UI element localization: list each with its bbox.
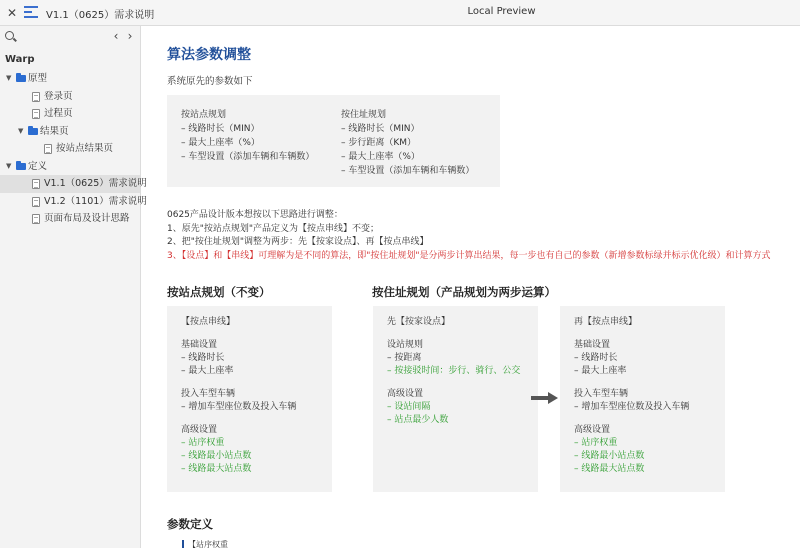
card-line: – 最大上座率: [181, 366, 234, 376]
card-line-new-param: – 线路最大站点数: [181, 464, 252, 474]
caret-down-icon[interactable]: ▼: [18, 126, 24, 135]
sidebar-item-label: 按站点结果页: [56, 143, 114, 154]
close-icon[interactable]: ✕: [6, 6, 18, 20]
card-line-new-param: – 站序权重: [181, 438, 225, 448]
card-line: 基础设置: [574, 340, 611, 350]
card-spacer: [181, 378, 332, 388]
card-line: 再【按点串线】: [574, 317, 638, 327]
sidebar-folder[interactable]: [0, 70, 140, 88]
card-line-new-param: – 线路最小站点数: [574, 451, 645, 461]
address-plan-heading: 按住址规划（产品规划为两步运算）: [372, 285, 556, 299]
param-item: – 线路时长（MIN）: [181, 124, 260, 134]
card-line: 高级设置: [574, 425, 611, 435]
station-plan-params: [181, 108, 314, 164]
sidebar-item-label: V1.1（0625）需求说明: [44, 178, 147, 189]
prev-page-icon[interactable]: ‹: [113, 29, 119, 43]
card-line: – 增加车型座位数及投入车辆: [574, 402, 690, 412]
address-step2-card: [560, 306, 725, 492]
folder-icon: [28, 128, 38, 135]
card-line: 高级设置: [181, 425, 218, 435]
page-icon: [32, 109, 40, 119]
title-bar: [0, 0, 800, 26]
current-document-name: V1.1（0625）需求说明: [46, 10, 155, 21]
card-line-new-param: – 站序权重: [574, 438, 618, 448]
sidebar-page-item[interactable]: [0, 140, 140, 158]
card-line-new-param: – 按接驳时间：步行、骑行、公交: [387, 366, 521, 376]
param-item: – 最大上座率（%）: [341, 152, 420, 162]
card-line-new-param: – 线路最大站点数: [574, 464, 645, 474]
card-line-new-param: – 线路最小站点数: [181, 451, 252, 461]
sidebar-item-label: 定义: [28, 160, 48, 172]
card-line: – 按距离: [387, 353, 422, 363]
menu-icon[interactable]: [24, 6, 38, 20]
sidebar-page-item[interactable]: [0, 105, 140, 123]
card-line: – 线路时长: [181, 353, 225, 363]
adjustment-notes: [167, 209, 771, 263]
sidebar-item-label: V1.2（1101）需求说明: [44, 195, 147, 207]
search-icon[interactable]: [5, 31, 14, 40]
card-line: – 最大上座率: [574, 366, 627, 376]
station-plan-card: [167, 306, 332, 492]
param-item: – 车型设置（添加车辆和车辆数）: [181, 152, 315, 162]
card-line: – 增加车型座位数及投入车辆: [181, 402, 297, 412]
card-line: – 线路时长: [574, 353, 618, 363]
sidebar-item-label: 页面布局及设计思路: [44, 213, 130, 224]
param-item: – 步行距离（KM）: [341, 138, 417, 148]
sidebar-item-label: 结果页: [40, 125, 69, 137]
folder-icon: [16, 163, 26, 170]
card-spacer: [574, 378, 725, 388]
note-line: 2、把"按住址规划"调整为两步：先【按家设点】、再【按点串线】: [167, 237, 429, 247]
card-spacer: [387, 329, 538, 339]
note-line-highlight: 3、【设点】和【串线】可理解为是不同的算法，即"按住址规划"是分两步计算出结果，每一步也有自己的参数（新增参数标绿并标示优化级）和计算方式: [167, 250, 771, 261]
note-line: 1、原先"按站点规划"产品定义为【按点串线】不变；: [167, 223, 380, 234]
card-line-new-param: – 设站间隔: [387, 402, 431, 412]
card-spacer: [574, 414, 725, 424]
card-spacer: [387, 378, 538, 388]
sidebar-page-item[interactable]: [0, 88, 140, 106]
param-definition-fragment: 【站序权重: [182, 540, 382, 548]
card-line: 先【按家设点】: [387, 317, 451, 327]
sidebar-item-label: 过程页: [44, 108, 73, 119]
card-spacer: [574, 329, 725, 339]
sidebar-page-item[interactable]: [0, 193, 147, 211]
page-icon: [44, 144, 52, 154]
page-icon: [32, 179, 40, 189]
param-item: – 最大上座率（%）: [181, 138, 260, 148]
sidebar-page-item[interactable]: [0, 210, 140, 228]
page-title: 算法参数调整: [167, 47, 251, 63]
card-spacer: [181, 414, 332, 424]
sidebar-toolbar: [0, 26, 140, 48]
param-item: – 车型设置（添加车辆和车辆数）: [341, 166, 475, 176]
sidebar-item-label: 登录页: [44, 90, 73, 102]
caret-down-icon[interactable]: ▼: [6, 161, 12, 170]
address-plan-params: [341, 108, 474, 178]
param-item: – 线路时长（MIN）: [341, 124, 420, 134]
page-icon: [32, 92, 40, 102]
param-column-title: 按站点规划: [181, 110, 227, 120]
sidebar-page-item[interactable]: [0, 175, 147, 193]
param-column-title: 按住址规划: [341, 110, 387, 120]
card-line: 【按点串线】: [181, 317, 236, 327]
note-line: 0625产品设计版本想按以下思路进行调整：: [167, 210, 343, 220]
page-icon: [32, 214, 40, 224]
card-line: 设站规则: [387, 340, 424, 350]
sidebar-folder[interactable]: [0, 158, 140, 176]
project-name: Warp: [5, 54, 35, 65]
address-step1-card: [373, 306, 538, 492]
card-line-new-param: – 站点最少人数: [387, 415, 449, 425]
intro-text: 系统原先的参数如下: [167, 76, 253, 87]
caret-down-icon[interactable]: ▼: [6, 74, 12, 82]
sidebar-item-label: 原型: [28, 73, 48, 84]
window-title: Local Preview: [467, 6, 536, 17]
card-line: 投入车型车辆: [181, 389, 236, 399]
main-content: [142, 26, 800, 548]
next-page-icon[interactable]: ›: [127, 29, 133, 43]
original-params-box: [167, 95, 500, 187]
folder-icon: [16, 75, 26, 82]
sidebar-folder[interactable]: [0, 123, 140, 141]
page-icon: [32, 197, 40, 207]
card-spacer: [181, 329, 332, 339]
card-line: 投入车型车辆: [574, 389, 629, 399]
page-tree: [0, 70, 147, 228]
param-definition-heading: 参数定义: [167, 517, 213, 531]
arrow-right-icon: [531, 392, 559, 404]
sidebar: [0, 26, 147, 548]
station-plan-heading: 按站点规划（不变）: [167, 285, 271, 299]
card-line: 基础设置: [181, 340, 218, 350]
card-line: 高级设置: [387, 389, 424, 399]
